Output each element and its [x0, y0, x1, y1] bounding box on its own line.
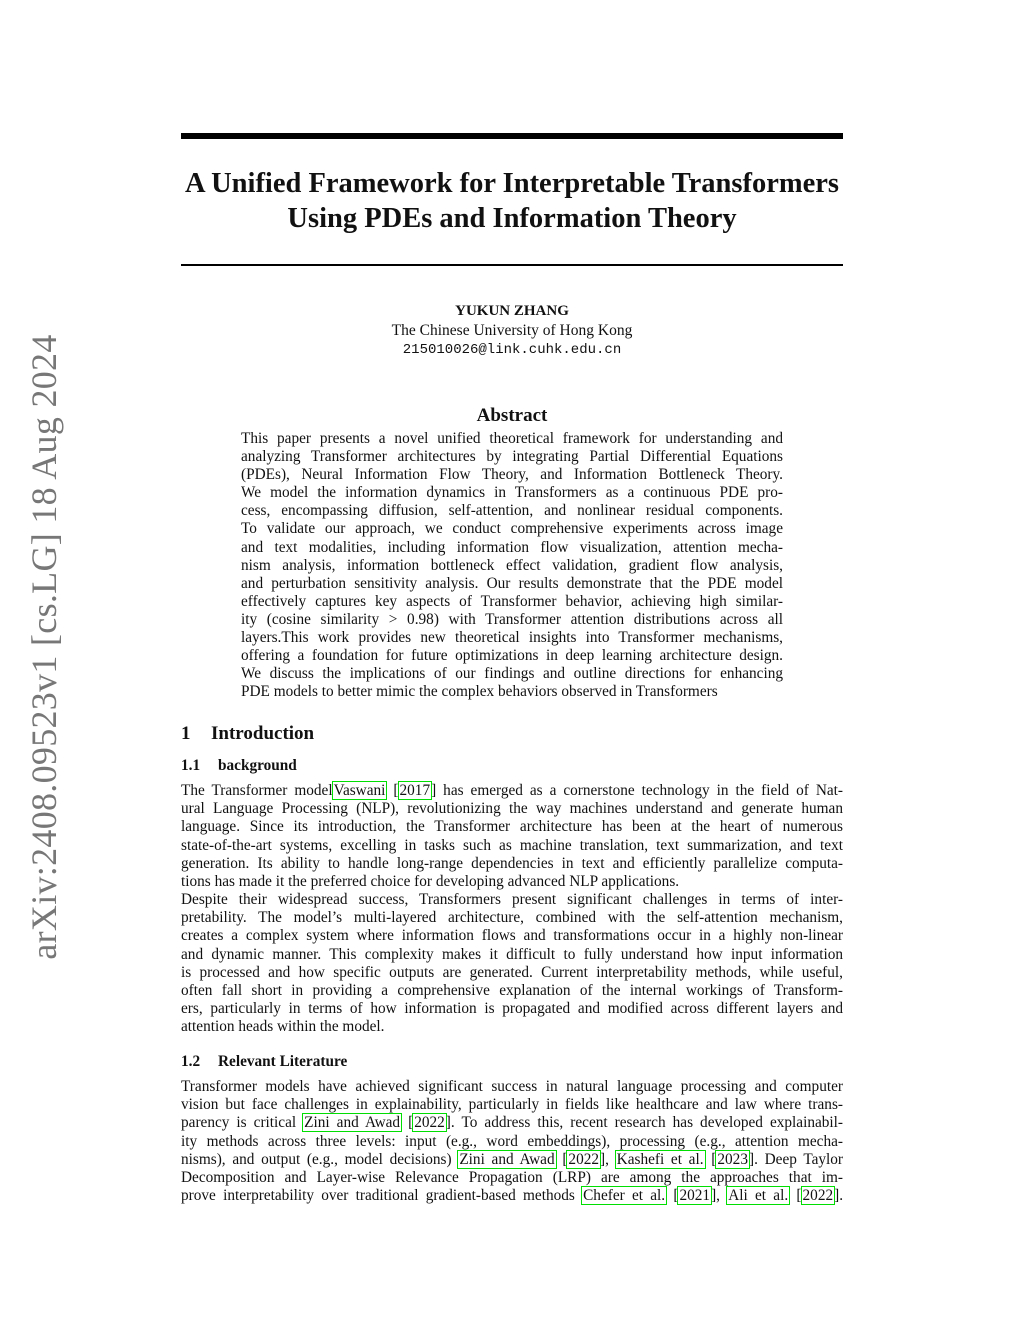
subsection-number: 1.2	[181, 1053, 201, 1070]
subsection-title: background	[218, 757, 297, 774]
citation-link[interactable]: 2017	[399, 782, 431, 799]
title-bottom-rule	[181, 264, 843, 266]
background-paragraph-1	[181, 782, 843, 891]
author-block	[181, 302, 843, 360]
section-number: 1	[181, 723, 191, 744]
paragraph-line: generation. Its ability to handle long-range dependencies in text and efficiently parallelize computa-	[181, 854, 843, 872]
paragraph-line: tions has made it the preferred choice for developing advanced NLP applications.	[181, 872, 680, 890]
paragraph-line: and dynamic manner. This complexity makes it difficult to fully understand how input information	[181, 945, 843, 963]
paragraph-line: state-of-the-art systems, excelling in tasks such as machine translation, text summarization, and text	[181, 836, 843, 854]
background-paragraph-2	[181, 891, 843, 1037]
paragraph-line: ity methods across three levels: input (e.g., word embeddings), processing (e.g., attention mecha-	[181, 1132, 843, 1150]
citation-link[interactable]: Vaswani	[333, 782, 386, 799]
citation-link[interactable]: 2023	[717, 1150, 748, 1168]
abstract-line: offering a foundation for future optimizations in deep learning architecture design.	[241, 647, 783, 665]
author-affiliation: The Chinese University of Hong Kong	[391, 322, 633, 339]
paragraph-line: Transformer models have achieved significant success in natural language processing and computer	[181, 1078, 843, 1095]
abstract-line: To validate our approach, we conduct comprehensive experiments across image	[241, 520, 783, 538]
text-run: . Deep Taylor	[754, 1150, 844, 1168]
paragraph-line: The Transformer modelVaswani [2017] has emerged as a cornerstone technology in the field of Nat-	[181, 782, 843, 799]
literature-paragraph	[181, 1078, 843, 1205]
citation-link[interactable]: 2022	[802, 1187, 834, 1205]
paper-title	[170, 166, 854, 236]
paragraph-line: attention heads within the model.	[181, 1018, 385, 1036]
paragraph-line: ural Language Processing (NLP), revolutionizing the way machines understand and generate human	[181, 800, 843, 818]
paragraph-line: is processed and how specific outputs are generated. Current interpretability methods, while useful,	[181, 963, 843, 981]
title-line-2: Using PDEs and Information Theory	[287, 203, 737, 234]
abstract-line: effectively captures key aspects of Transformer behavior, achieving high similar-	[241, 592, 783, 610]
paragraph-line: vision but face challenges in explainability, particularly in fields like healthcare and law where trans-	[181, 1096, 843, 1114]
abstract-line: and perturbation sensitivity analysis. Our results demonstrate that the PDE model	[241, 574, 783, 592]
abstract-heading: Abstract	[476, 405, 548, 426]
subsection-heading-background	[181, 756, 297, 776]
paragraph-line: often fall short in providing a comprehensive explanation of the internal workings of Transform-	[181, 981, 843, 999]
text-run: The Transformer model	[181, 782, 333, 799]
section-heading-introduction	[181, 722, 314, 746]
subsection-heading-relevant-literature	[181, 1052, 347, 1072]
citation-link[interactable]: Chefer et al.	[583, 1187, 666, 1205]
text-run: . To address this, recent research has developed explainabil-	[450, 1114, 844, 1132]
abstract-line: nism analysis, information bottleneck effect validation, gradient flow analysis,	[241, 556, 783, 574]
paragraph-line: pretability. The model’s multi-layered architecture, combined with the self-attention mechanism,	[181, 909, 843, 927]
paragraph-line: prove interpretability over traditional gradient-based methods Chefer et al. [2021], Ali et al. [2022].	[181, 1187, 844, 1205]
citation-link[interactable]: Kashefi et al.	[616, 1150, 704, 1168]
paragraph-line: Decomposition and Layer-wise Relevance Propagation (LRP) are among the approaches that im-	[181, 1168, 843, 1186]
abstract-line: We model the information dynamics in Transformers as a continuous PDE pro-	[241, 484, 783, 502]
paragraph-line: creates a complex system where information flows and transformations occur in a highly non-linear	[181, 927, 843, 945]
abstract-line: analyzing Transformer architectures by integrating Partial Differential Equations	[241, 448, 783, 466]
citation-link[interactable]: Ali et al.	[728, 1187, 789, 1205]
author-email: 215010026@link.cuhk.edu.cn	[402, 342, 622, 358]
paragraph-line: nisms), and output (e.g., model decisions) Zini and Awad [2022], Kashefi et al. [2023]. Deep Taylor	[181, 1150, 844, 1168]
paragraph-line: ers, particularly in terms of how information is propagated and modified across different layers and	[181, 1000, 843, 1018]
text-run: parency is critical	[181, 1114, 304, 1132]
text-run: prove interpretability over traditional gradient-based methods	[181, 1187, 583, 1205]
paragraph-line: language. Since its introduction, the Transformer architecture has been at the heart of numerous	[181, 818, 843, 836]
paragraph-line: Despite their widespread success, Transformers present significant challenges in terms of inter-	[181, 891, 843, 908]
abstract-line: PDE models to better mimic the complex behaviors observed in Transformers	[241, 683, 718, 701]
title-line-1: A Unified Framework for Interpretable Transformers	[184, 168, 840, 199]
citation-link[interactable]: Zini and Awad	[304, 1114, 401, 1132]
citation-link[interactable]: 2021	[679, 1187, 711, 1205]
abstract-line: layers.This work provides new theoretical insights into Transformer mechanisms,	[241, 629, 783, 647]
abstract-line: ity (cosine similarity > 0.98) with Transformer attention distributions across all	[241, 610, 783, 628]
paragraph-line: parency is critical Zini and Awad [2022]. To address this, recent research has developed explainabil-	[181, 1114, 844, 1132]
abstract-line: cess, encompassing diffusion, self-attention, and nonlinear residual components.	[241, 502, 783, 520]
abstract-text	[241, 430, 783, 701]
citation-link[interactable]: Zini and Awad	[459, 1150, 555, 1168]
section-title: Introduction	[211, 723, 315, 744]
abstract-line: (PDEs), Neural Information Flow Theory, and Information Bottleneck Theory.	[241, 466, 783, 484]
subsection-title: Relevant Literature	[218, 1053, 348, 1070]
text-run: has emerged as a cornerstone technology in the field of Nat-	[436, 782, 843, 799]
author-name: YUKUN ZHANG	[455, 303, 569, 319]
abstract-line: and text modalities, including information flow visualization, attention mecha-	[241, 538, 783, 556]
arxiv-identifier: arXiv:2408.09523v1 [cs.LG] 18 Aug 2024	[24, 334, 64, 960]
text-run: nisms), and output (e.g., model decisions)	[181, 1150, 459, 1168]
citation-link[interactable]: 2022	[414, 1114, 445, 1132]
abstract-line: We discuss the implications of our findings and outline directions for enhancing	[241, 665, 783, 683]
subsection-number: 1.1	[181, 757, 201, 774]
citation-link[interactable]: 2022	[568, 1150, 600, 1168]
abstract-line: This paper presents a novel unified theoretical framework for understanding and	[241, 430, 783, 447]
title-top-rule	[181, 133, 843, 139]
